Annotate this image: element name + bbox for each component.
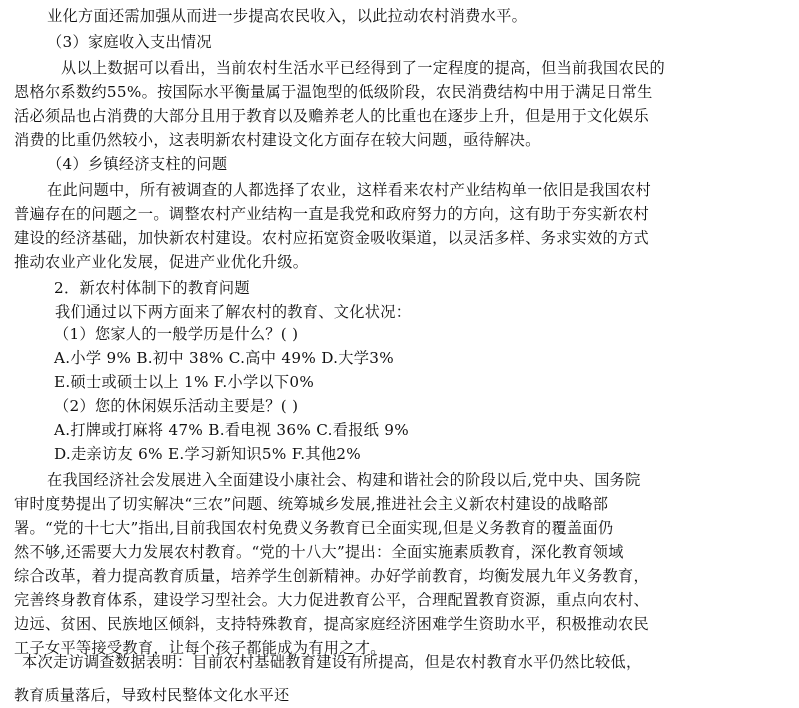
survey-options: D.走亲访友 6% E.学习新知识5% F.其他2% xyxy=(54,445,362,463)
survey-question: （2）您的休闲娱乐活动主要是？( ) xyxy=(54,397,299,415)
text-line: 在此问题中，所有被调查的人都选择了农业，这样看来农村产业结构单一依旧是我国农村 xyxy=(47,181,652,199)
text-line: 在我国经济社会发展进入全面建设小康社会、构建和谐社会的阶段以后,党中央、国务院 xyxy=(47,471,641,489)
text-line: 署。“党的十七大”指出,目前我国农村免费义务教育已全面实现,但是义务教育的覆盖面仍 xyxy=(14,519,614,537)
survey-options: A.小学 9% B.初中 38% C.高中 49% D.大学3% xyxy=(54,349,394,367)
text-line: 综合改革，着力提高教育质量，培养学生创新精神。办好学前教育，均衡发展九年义务教育， xyxy=(14,567,649,585)
text-line: 边远、贫困、民族地区倾斜，支持特殊教育，提高家庭经济困难学生资助水平，积极推动农民 xyxy=(14,615,649,633)
text-line: 业化方面还需加强从而进一步提高农民收入，以此拉动农村消费水平。 xyxy=(47,7,528,25)
text-line: 完善终身教育体系，建设学习型社会。大力促进教育公平，合理配置教育资源，重点向农村、 xyxy=(14,591,649,609)
text-line: 推动农业产业化发展，促进产业优化升级。 xyxy=(14,253,309,271)
text-line: 普遍存在的问题之一。调整农村产业结构一直是我党和政府努力的方向，这有助于夯实新农村 xyxy=(14,205,649,223)
text-line: 教育质量落后，导致村民整体文化水平还 xyxy=(14,686,290,704)
text-line: 活必须品也占消费的大部分且用于教育以及赡养老人的比重也在逐步上升，但是用于文化娱乐 xyxy=(14,107,649,125)
text-line: 恩格尔系数约55%。按国际水平衡量属于温饱型的低级阶段，农民消费结构中用于满足日常生 xyxy=(14,83,653,101)
text-line: 然不够,还需要大力发展农村教育。“党的十八大”提出：全面实施素质教育，深化教育领域 xyxy=(14,543,624,561)
text-line: 本次走访调查数据表明：目前农村基础教育建设有所提高，但是农村教育水平仍然比较低， xyxy=(22,653,642,671)
text-line: 审时度势提出了切实解决“三农”问题、统筹城乡发展,推进社会主义新农村建设的战略部 xyxy=(14,495,609,513)
section-heading: 2．新农村体制下的教育问题 xyxy=(54,279,250,297)
section-heading: （3）家庭收入支出情况 xyxy=(47,33,212,51)
text-line: 从以上数据可以看出，当前农村生活水平已经得到了一定程度的提高，但当前我国农民的 xyxy=(61,59,666,77)
survey-options: A.打牌或打麻将 47% B.看电视 36% C.看报纸 9% xyxy=(54,421,409,439)
text-line: 工子女平等接受教育，让每个孩子都能成为有用之才。 xyxy=(14,639,386,657)
survey-question: （1）您家人的一般学历是什么？( ) xyxy=(54,325,299,343)
text-line: 我们通过以下两方面来了解农村的教育、文化状况： xyxy=(55,303,412,321)
text-line: 建设的经济基础，加快新农村建设。农村应拓宽资金吸收渠道，以灵活多样、务求实效的方式 xyxy=(14,229,649,247)
section-heading: （4）乡镇经济支柱的问题 xyxy=(47,155,228,173)
survey-options: E.硕士或硕士以上 1% F.小学以下0% xyxy=(54,373,315,391)
text-line: 消费的比重仍然较小，这表明新农村建设文化方面存在较大问题，亟待解决。 xyxy=(14,131,541,149)
